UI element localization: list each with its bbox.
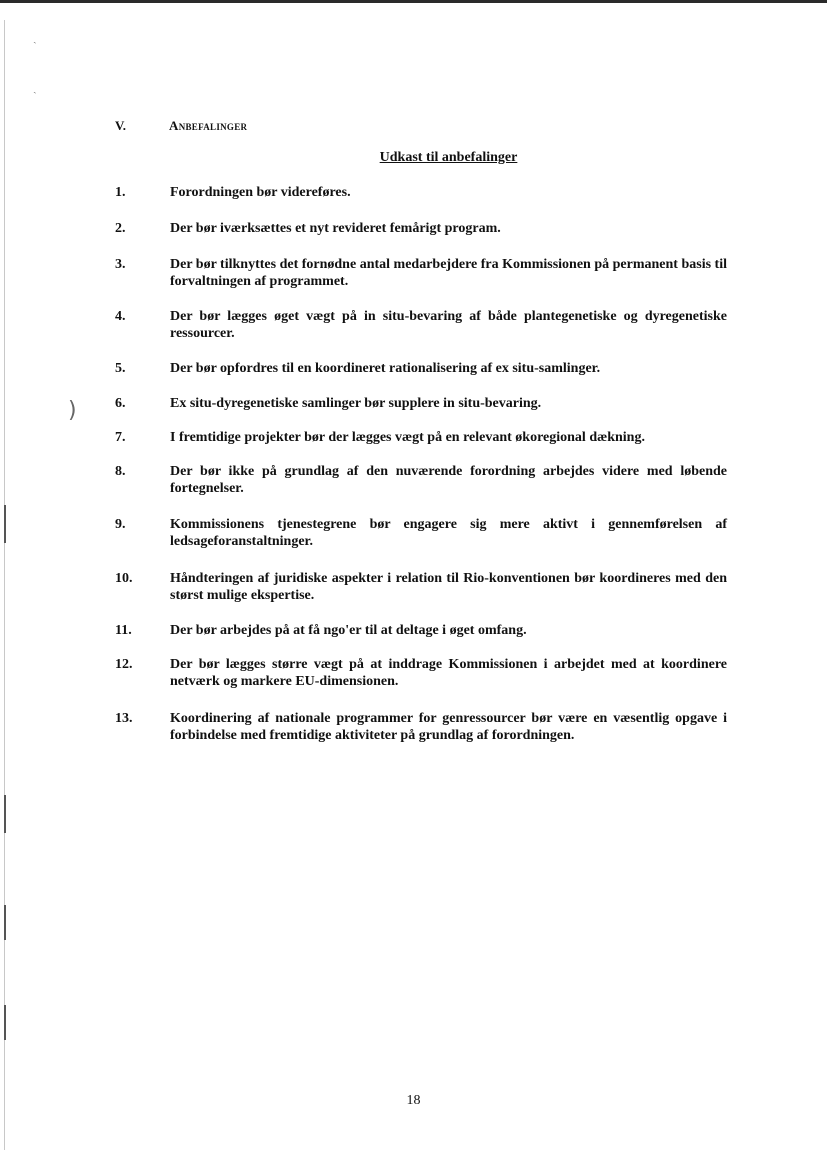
recommendation-text: Der bør tilknyttes det fornødne antal medarbejdere fra Kommissionen på permanent basis til forvaltningen af programmet. — [170, 257, 727, 289]
recommendation-number: 9. — [115, 517, 126, 532]
recommendation-text: Koordinering af nationale programmer for genressourcer bør være en væsentlig opgave i forbindelse med fremtidige aktiviteter på grundlag af forordningen. — [170, 711, 727, 743]
recommendation-text: Der bør lægges øget vægt på in situ-bevaring af både plantegenetiske og dyregenetiske ressourcer. — [170, 309, 727, 341]
recommendation-number: 12. — [115, 657, 133, 672]
scan-speck: ˏ — [33, 32, 37, 44]
recommendation-text: Kommissionens tjenestegrene bør engagere sig mere aktivt i gennemførelsen af ledsageforanstaltninger. — [170, 517, 727, 549]
recommendation-text: Der bør iværksættes et nyt revideret femårigt program. — [170, 221, 501, 236]
recommendation-number: 10. — [115, 571, 133, 586]
scan-top-edge — [0, 0, 827, 3]
scan-left-mark — [4, 1005, 6, 1040]
scan-left-mark — [4, 795, 6, 833]
recommendation-number: 13. — [115, 711, 133, 726]
section-heading — [115, 118, 247, 134]
recommendation-item — [115, 429, 727, 446]
page-number: 18 — [406, 1093, 421, 1108]
recommendation-item — [115, 308, 727, 342]
section-title: Anbefalinger — [169, 118, 248, 133]
recommendation-text: Der bør opfordres til en koordineret rationalisering af ex situ-samlinger. — [170, 361, 601, 376]
recommendation-number: 11. — [115, 623, 132, 638]
recommendation-text: Der bør lægges større vægt på at inddrage Kommissionen i arbejdet med at koordinere netværk og markere EU-dimensionen. — [170, 657, 727, 689]
recommendation-text: I fremtidige projekter bør der lægges vægt på en relevant økoregional dækning. — [170, 430, 645, 445]
recommendation-number: 2. — [115, 221, 126, 236]
recommendation-number: 8. — [115, 464, 126, 479]
recommendation-item — [115, 184, 727, 201]
recommendation-item — [115, 360, 727, 377]
recommendation-text: Der bør arbejdes på at få ngo'er til at deltage i øget omfang. — [170, 623, 527, 638]
recommendation-item — [115, 656, 727, 690]
recommendation-item — [115, 516, 727, 550]
recommendation-number: 6. — [115, 396, 126, 411]
recommendation-text: Forordningen bør videreføres. — [170, 185, 351, 200]
recommendation-item — [115, 622, 727, 639]
recommendation-number: 4. — [115, 309, 126, 324]
recommendation-number: 5. — [115, 361, 126, 376]
section-number: V. — [115, 118, 126, 133]
recommendation-item — [115, 220, 727, 237]
recommendation-item — [115, 463, 727, 497]
recommendation-item — [115, 570, 727, 604]
recommendation-number: 1. — [115, 185, 126, 200]
document-subtitle: Udkast til anbefalinger — [379, 150, 518, 165]
recommendation-item — [115, 710, 727, 744]
recommendation-item — [115, 395, 727, 412]
scan-speck: ˎ — [33, 82, 37, 94]
scan-left-mark — [4, 905, 6, 940]
scan-paren-mark: ) — [68, 398, 77, 423]
scan-left-mark — [4, 505, 6, 543]
recommendation-text: Der bør ikke på grundlag af den nuværende forordning arbejdes videre med løbende fortegnelser. — [170, 464, 727, 496]
recommendation-number: 7. — [115, 430, 126, 445]
recommendation-item — [115, 256, 727, 290]
recommendation-text: Håndteringen af juridiske aspekter i relation til Rio-konventionen bør koordineres med den størst mulige ekspertise. — [170, 571, 727, 603]
recommendation-number: 3. — [115, 257, 126, 272]
scan-left-edge — [4, 20, 5, 1150]
recommendation-text: Ex situ-dyregenetiske samlinger bør supplere in situ-bevaring. — [170, 396, 542, 411]
